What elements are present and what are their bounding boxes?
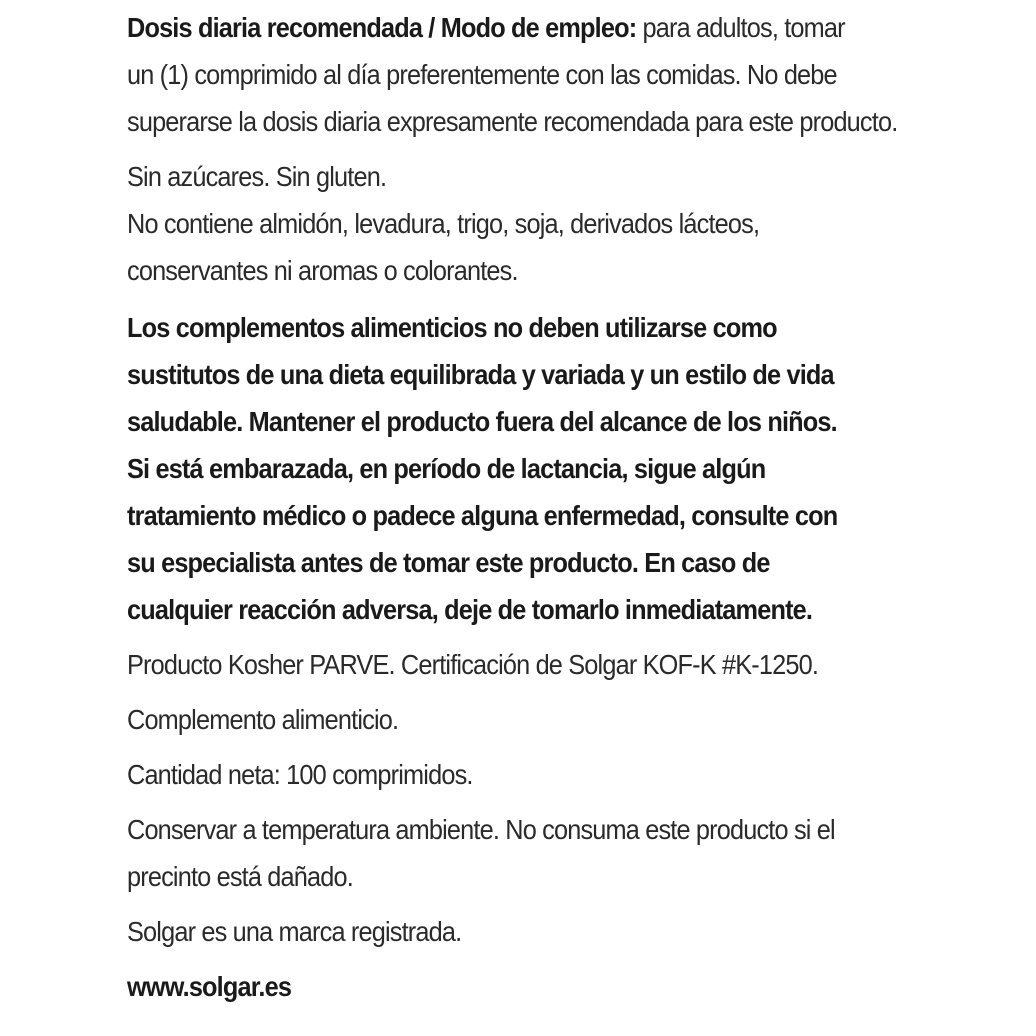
dosage-text: para adultos, tomar: [636, 12, 845, 43]
info-section: [127, 641, 863, 1010]
free-from-section: [127, 153, 863, 294]
warning-line-7: cualquier reacción adversa, deje de tomarlo inmediatamente.: [127, 594, 813, 625]
kosher-certification: Producto Kosher PARVE. Certificación de Solgar KOF-K #K-1250.: [127, 649, 819, 680]
dosage-heading: Dosis diaria recomendada / Modo de empleo:: [127, 12, 637, 43]
warning-line-2: sustitutos de una dieta equilibrada y variada y un estilo de vida: [127, 359, 834, 390]
storage-line-1: Conservar a temperatura ambiente. No consuma este producto si el: [127, 814, 835, 845]
free-from-line-3: conservantes ni aromas o colorantes.: [127, 255, 518, 286]
product-category: Complemento alimenticio.: [127, 704, 399, 735]
dosage-line-1: [127, 4, 863, 51]
website-link[interactable]: www.solgar.es: [127, 971, 292, 1002]
warning-line-3: saludable. Mantener el producto fuera del alcance de los niños.: [127, 406, 837, 437]
free-from-line-1: Sin azúcares. Sin gluten.: [127, 161, 387, 192]
warning-line-4: Si está embarazada, en período de lactancia, sigue algún: [127, 453, 766, 484]
warning-line-5: tratamiento médico o padece alguna enfermedad, consulte con: [127, 500, 838, 531]
warning-line-6: su especialista antes de tomar este producto. En caso de: [127, 547, 770, 578]
product-label-text: [127, 4, 898, 1010]
net-quantity: Cantidad neta: 100 comprimidos.: [127, 759, 473, 790]
dosage-line-2: un (1) comprimido al día preferentemente con las comidas. No debe: [127, 59, 837, 90]
storage-line-2: precinto está dañado.: [127, 861, 353, 892]
warning-line-1: Los complementos alimenticios no deben utilizarse como: [127, 312, 777, 343]
free-from-line-2: No contiene almidón, levadura, trigo, soja, derivados lácteos,: [127, 208, 760, 239]
trademark-notice: Solgar es una marca registrada.: [127, 916, 462, 947]
warning-section: [127, 304, 863, 633]
dosage-section: [127, 4, 898, 145]
dosage-line-3: superarse la dosis diaria expresamente recomendada para este producto.: [127, 106, 898, 137]
